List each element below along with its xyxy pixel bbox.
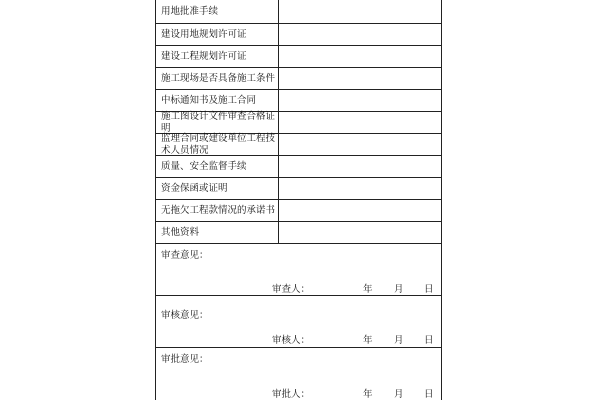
row-value-cell[interactable] (279, 112, 441, 133)
row-funding-guarantee (156, 178, 441, 200)
approval-opinion-title: 审批意见： (161, 354, 209, 365)
row-label: 建设工程规划许可证 (156, 46, 279, 67)
row-value-cell[interactable] (279, 90, 441, 111)
row-site-conditions (156, 68, 441, 90)
audit-opinion-title: 审核意见： (161, 310, 209, 321)
row-value-cell[interactable] (279, 68, 441, 89)
row-label: 质量、安全监督手续 (156, 156, 279, 177)
row-other-materials (156, 222, 441, 244)
row-label: 无拖欠工程款情况的承诺书 (156, 200, 279, 221)
row-value-cell[interactable] (279, 134, 441, 155)
year-label: 年 (363, 284, 373, 295)
audit-opinion-section[interactable] (156, 296, 441, 348)
reviewer-label: 审查人： (272, 284, 311, 295)
row-label: 施工图设计文件审查合格证明 (156, 112, 279, 133)
row-land-planning-permit (156, 24, 441, 46)
row-value-cell[interactable] (279, 156, 441, 177)
year-label: 年 (363, 335, 373, 346)
row-value-cell[interactable] (279, 24, 441, 45)
row-label: 用地批准手续 (156, 0, 279, 23)
row-no-arrears-pledge (156, 200, 441, 222)
auditor-label: 审核人： (272, 335, 311, 346)
month-label: 月 (394, 389, 404, 400)
row-label: 施工现场是否具备施工条件 (156, 68, 279, 89)
row-land-approval (156, 0, 441, 24)
month-label: 月 (394, 335, 404, 346)
row-value-cell[interactable] (279, 46, 441, 67)
row-label: 中标通知书及施工合同 (156, 90, 279, 111)
row-value-cell[interactable] (279, 222, 441, 243)
day-label: 日 (424, 389, 434, 400)
row-value-cell[interactable] (279, 200, 441, 221)
row-label: 其他资料 (156, 222, 279, 243)
row-quality-safety (156, 156, 441, 178)
row-value-cell[interactable] (279, 178, 441, 199)
row-value-cell[interactable] (279, 0, 441, 23)
review-opinion-title: 审查意见： (161, 250, 209, 261)
row-drawing-review-cert (156, 112, 441, 134)
approver-label: 审批人： (272, 389, 311, 400)
day-label: 日 (424, 284, 434, 295)
day-label: 日 (424, 335, 434, 346)
approval-form-table (155, 0, 442, 400)
review-opinion-section[interactable] (156, 244, 441, 296)
row-bid-notice-contract (156, 90, 441, 112)
row-label: 资金保函或证明 (156, 178, 279, 199)
approval-opinion-section[interactable] (156, 348, 441, 400)
year-label: 年 (363, 389, 373, 400)
row-construction-planning-permit (156, 46, 441, 68)
row-label: 建设用地规划许可证 (156, 24, 279, 45)
row-supervision-contract (156, 134, 441, 156)
row-label: 监理合同或建设单位工程技术人员情况 (156, 134, 279, 155)
month-label: 月 (394, 284, 404, 295)
